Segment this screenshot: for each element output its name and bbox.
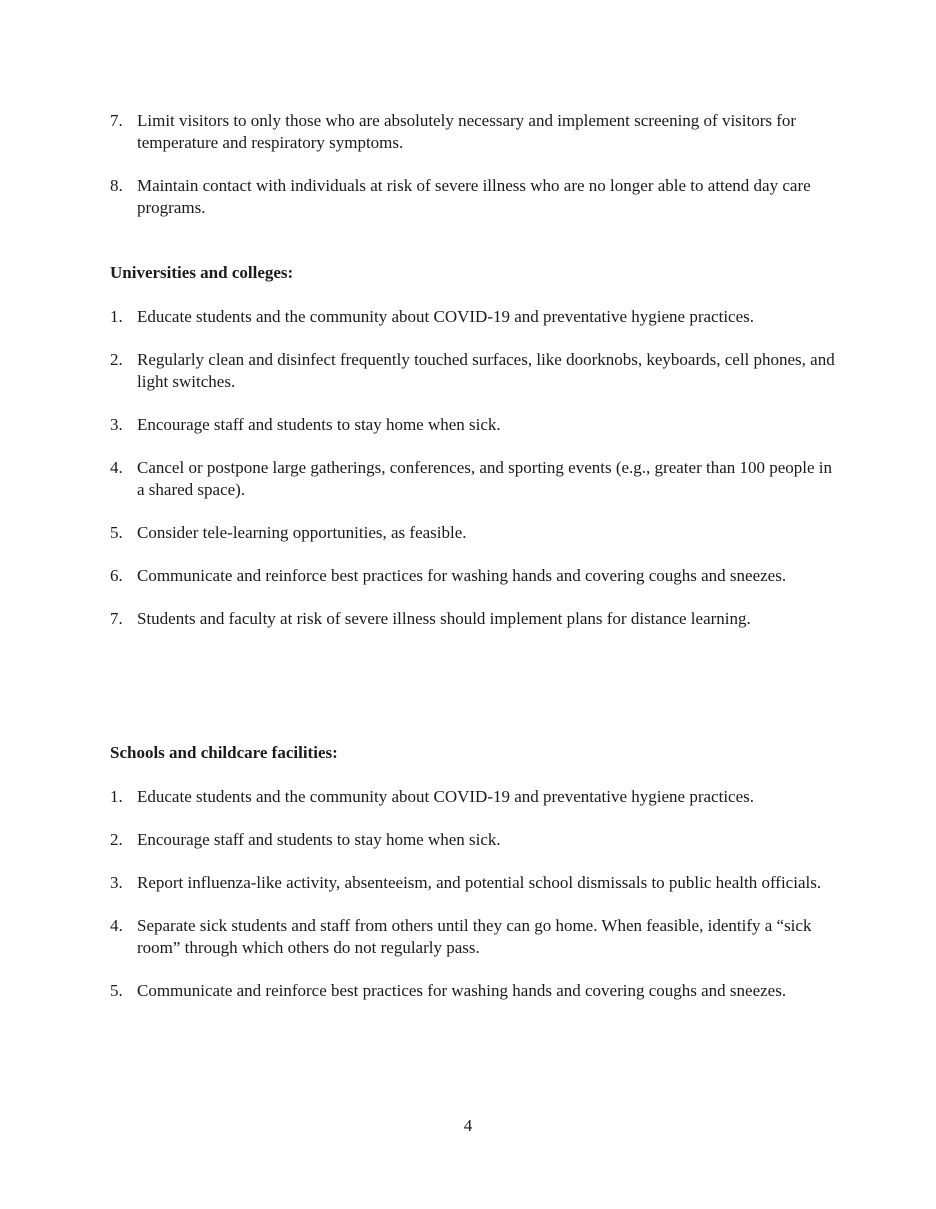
list-item-text: Encourage staff and students to stay home when sick.	[137, 830, 501, 849]
list-item-number: 6.	[110, 566, 123, 585]
list-item-number: 1.	[110, 307, 123, 326]
list-item-number: 2.	[110, 830, 123, 849]
list-item-text: Communicate and reinforce best practices for washing hands and covering coughs and sneezes.	[137, 981, 787, 1000]
list-item	[110, 565, 840, 587]
list-item-number: 3.	[110, 415, 123, 434]
section-heading: Schools and childcare facilities:	[110, 743, 338, 762]
list-item	[110, 915, 840, 959]
list-item	[110, 349, 840, 393]
list-item-number: 5.	[110, 523, 123, 542]
list-item	[110, 980, 840, 1002]
list-item-text: Limit visitors to only those who are absolutely necessary and implement screening of visitors for temperature and respiratory symptoms.	[137, 111, 797, 152]
list-item-number: 3.	[110, 873, 123, 892]
list-item	[110, 110, 840, 154]
list-item-number: 8.	[110, 176, 123, 195]
list-item-text: Cancel or postpone large gatherings, conferences, and sporting events (e.g., greater than 100 people in a shared space).	[137, 458, 833, 499]
list-item-number: 5.	[110, 981, 123, 1000]
schools-section	[110, 742, 840, 1023]
list-item-number: 7.	[110, 111, 123, 130]
list-item-text: Consider tele-learning opportunities, as feasible.	[137, 523, 467, 542]
section-heading: Universities and colleges:	[110, 263, 294, 282]
list-item-number: 2.	[110, 350, 123, 369]
list-item-text: Encourage staff and students to stay home when sick.	[137, 415, 501, 434]
list-item-text: Communicate and reinforce best practices for washing hands and covering coughs and sneezes.	[137, 566, 787, 585]
list-item-number: 7.	[110, 609, 123, 628]
universities-section	[110, 262, 840, 651]
list-item	[110, 414, 840, 436]
list-item	[110, 608, 840, 630]
list-item-text: Maintain contact with individuals at risk of severe illness who are no longer able to attend day care programs.	[137, 176, 811, 217]
list-item	[110, 306, 840, 328]
list-item	[110, 457, 840, 501]
list-item-text: Students and faculty at risk of severe illness should implement plans for distance learning.	[137, 609, 751, 628]
list-item-text: Regularly clean and disinfect frequently touched surfaces, like doorknobs, keyboards, cell phones, and light switches.	[137, 350, 835, 391]
list-item-text: Report influenza-like activity, absenteeism, and potential school dismissals to public health officials.	[137, 873, 822, 892]
list-item-number: 1.	[110, 787, 123, 806]
list-item-text: Educate students and the community about COVID-19 and preventative hygiene practices.	[137, 787, 755, 806]
page-number: 4	[463, 1116, 473, 1135]
list-item-number: 4.	[110, 458, 123, 477]
list-item	[110, 175, 840, 219]
list-item	[110, 786, 840, 808]
list-item-text: Separate sick students and staff from others until they can go home. When feasible, identify a “sick room” through which others do not regularly pass.	[137, 916, 812, 957]
list-item-text: Educate students and the community about COVID-19 and preventative hygiene practices.	[137, 307, 755, 326]
list-item	[110, 522, 840, 544]
list-item	[110, 872, 840, 894]
list-item	[110, 829, 840, 851]
list-item-number: 4.	[110, 916, 123, 935]
continued-list	[110, 110, 840, 240]
